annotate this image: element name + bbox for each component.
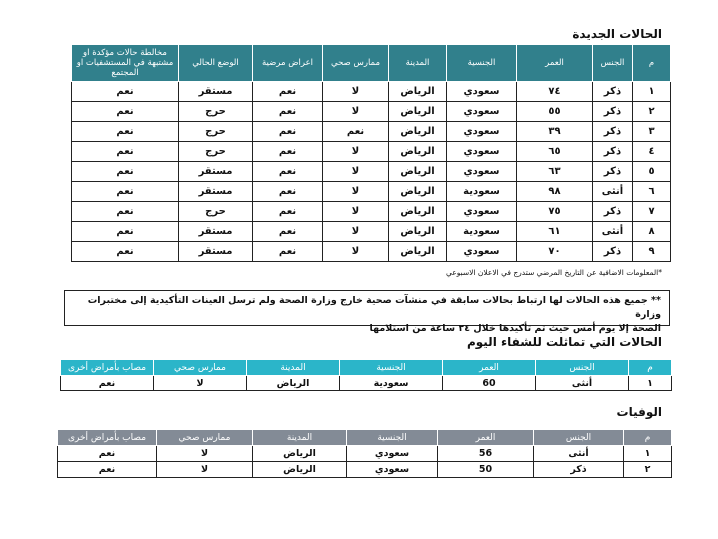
table-cell: لا [323,182,389,202]
table-cell: مستقر [179,162,253,182]
table-cell: سعودي [447,82,517,102]
table-cell: ٣ [633,122,671,142]
table-cell: ٦ [633,182,671,202]
table-row [72,202,671,222]
table-cell: نعم [72,162,179,182]
table-cell: الرياض [389,242,447,262]
column-header: العمر [517,45,593,82]
table-row [72,102,671,122]
column-header: اعراض مرضية [253,45,323,82]
table-cell: أنثى [536,376,629,391]
table-cell: ٢ [624,462,672,478]
table-row [58,446,672,462]
table-cell: نعم [72,82,179,102]
table-row [72,242,671,262]
table-cell: الرياض [389,222,447,242]
table-cell: الرياض [253,462,347,478]
table-row [72,122,671,142]
deaths-title: الوفيات [616,405,662,419]
table-cell: ذكر [593,242,633,262]
table-cell: ٧٥ [517,202,593,222]
column-header: ممارس صحي [154,360,247,376]
table-cell: نعم [253,222,323,242]
table-cell: نعم [72,122,179,142]
table-header-row [72,45,671,82]
table-cell: أنثى [593,222,633,242]
column-header: الوضع الحالي [179,45,253,82]
table-cell: لا [154,376,247,391]
table-cell: الرياض [389,102,447,122]
column-header: الجنس [534,430,624,446]
table-cell: نعم [253,162,323,182]
column-header: الجنس [536,360,629,376]
table-cell: ٢ [633,102,671,122]
column-header: الجنسية [447,45,517,82]
table-cell: الرياض [389,82,447,102]
table-cell: نعم [61,376,154,391]
table-cell: ١ [624,446,672,462]
table-cell: سعودي [347,462,438,478]
table-cell: ٩٨ [517,182,593,202]
table-cell: ٦٣ [517,162,593,182]
table-cell: 50 [438,462,534,478]
table-cell: حرج [179,142,253,162]
table-cell: سعودي [447,162,517,182]
column-header: م [633,45,671,82]
table-cell: ٦١ [517,222,593,242]
table-row [72,142,671,162]
table-cell: حرج [179,122,253,142]
table-cell: نعم [72,222,179,242]
table-cell: مستقر [179,222,253,242]
table-cell: لا [323,202,389,222]
table-cell: ١ [629,376,672,391]
table-cell: ٤ [633,142,671,162]
column-header: ممارس صحي [323,45,389,82]
table-cell: لا [157,446,253,462]
column-header: مصاب بأمراض أخرى [61,360,154,376]
table-cell: ذكر [593,202,633,222]
column-header: المدينة [253,430,347,446]
table-cell: ذكر [593,102,633,122]
table-cell: ١ [633,82,671,102]
table-cell: سعودي [447,102,517,122]
column-header: الجنس [593,45,633,82]
table-cell: نعم [253,82,323,102]
new-cases-title: الحالات الجديدة [572,27,662,41]
table-cell: ٧٤ [517,82,593,102]
table-cell: ٧٠ [517,242,593,262]
table-cell: ٦٥ [517,142,593,162]
table-cell: الرياض [253,446,347,462]
table-cell: أنثى [593,182,633,202]
notice-line: الصحة إلا يوم أمس حيث تم تأكيدها خلال ٢٤ ساعة من استلامها [369,323,661,334]
table-cell: لا [323,222,389,242]
table-cell: نعم [72,182,179,202]
table-header-row [58,430,672,446]
table-cell: لا [323,82,389,102]
column-header: الجنسية [340,360,443,376]
table-cell: ذكر [593,82,633,102]
table-cell: سعودية [340,376,443,391]
table-cell: 60 [443,376,536,391]
table-row [58,462,672,478]
table-cell: ٣٩ [517,122,593,142]
new-cases-table [71,44,671,262]
column-header: م [624,430,672,446]
table-cell: الرياض [247,376,340,391]
column-header: م [629,360,672,376]
recovered-table [60,359,672,391]
table-header-row [61,360,672,376]
table-cell: الرياض [389,182,447,202]
column-header: العمر [443,360,536,376]
table-cell: الرياض [389,142,447,162]
recovered-title: الحالات التي تماثلت للشفاء اليوم [466,335,662,349]
table-cell: لا [323,162,389,182]
table-row [72,182,671,202]
table-row [72,82,671,102]
column-header: ممارس صحي [157,430,253,446]
column-header: الجنسية [347,430,438,446]
table-cell: سعودية [447,182,517,202]
table-cell: 56 [438,446,534,462]
table-cell: ٨ [633,222,671,242]
table-cell: الرياض [389,202,447,222]
table-cell: نعم [253,242,323,262]
table-cell: لا [157,462,253,478]
table-cell: سعودي [447,122,517,142]
table-cell: الرياض [389,162,447,182]
table-cell: مستقر [179,182,253,202]
table-cell: ذكر [593,162,633,182]
table-cell: نعم [253,102,323,122]
table-cell: نعم [323,122,389,142]
column-header: مخالطة حالات مؤكدة او مشتبهة في المستشفيات او المجتمع [72,45,179,82]
notice-box [64,290,670,334]
table-cell: ٥٥ [517,102,593,122]
table-cell: لا [323,142,389,162]
table-cell: نعم [253,202,323,222]
table-cell: ذكر [593,122,633,142]
table-cell: ذكر [534,462,624,478]
footnote: *المعلومات الاضافية عن التاريخ المرضي ستدرج في الاعلان الاسبوعي [446,268,662,277]
table-cell: لا [323,102,389,122]
table-cell: أنثى [534,446,624,462]
table-cell: نعم [253,142,323,162]
table-cell: نعم [72,142,179,162]
table-cell: حرج [179,202,253,222]
table-cell: سعودي [447,142,517,162]
table-cell: نعم [72,202,179,222]
table-row [61,376,672,391]
table-cell: سعودي [347,446,438,462]
table-cell: سعودي [447,242,517,262]
table-row [72,162,671,182]
table-cell: نعم [72,242,179,262]
column-header: المدينة [389,45,447,82]
table-cell: نعم [253,182,323,202]
table-cell: ٥ [633,162,671,182]
table-cell: ٧ [633,202,671,222]
table-cell: نعم [58,462,157,478]
table-cell: نعم [72,102,179,122]
table-cell: نعم [58,446,157,462]
table-cell: ذكر [593,142,633,162]
table-cell: حرج [179,102,253,122]
table-cell: مستقر [179,82,253,102]
table-cell: ٩ [633,242,671,262]
table-row [72,222,671,242]
table-cell: الرياض [389,122,447,142]
table-cell: لا [323,242,389,262]
table-cell: مستقر [179,242,253,262]
deaths-table [57,429,672,478]
column-header: مصاب بأمراض أخرى [58,430,157,446]
notice-line: ** جميع هذه الحالات لها ارتباط بحالات سابقة في منشآت صحية خارج وزارة الصحة ولم ترسل العينات التأكيدية إلى مختبرات وزارة [87,295,661,320]
table-cell: نعم [253,122,323,142]
table-cell: سعودية [447,222,517,242]
table-cell: سعودي [447,202,517,222]
column-header: المدينة [247,360,340,376]
column-header: العمر [438,430,534,446]
